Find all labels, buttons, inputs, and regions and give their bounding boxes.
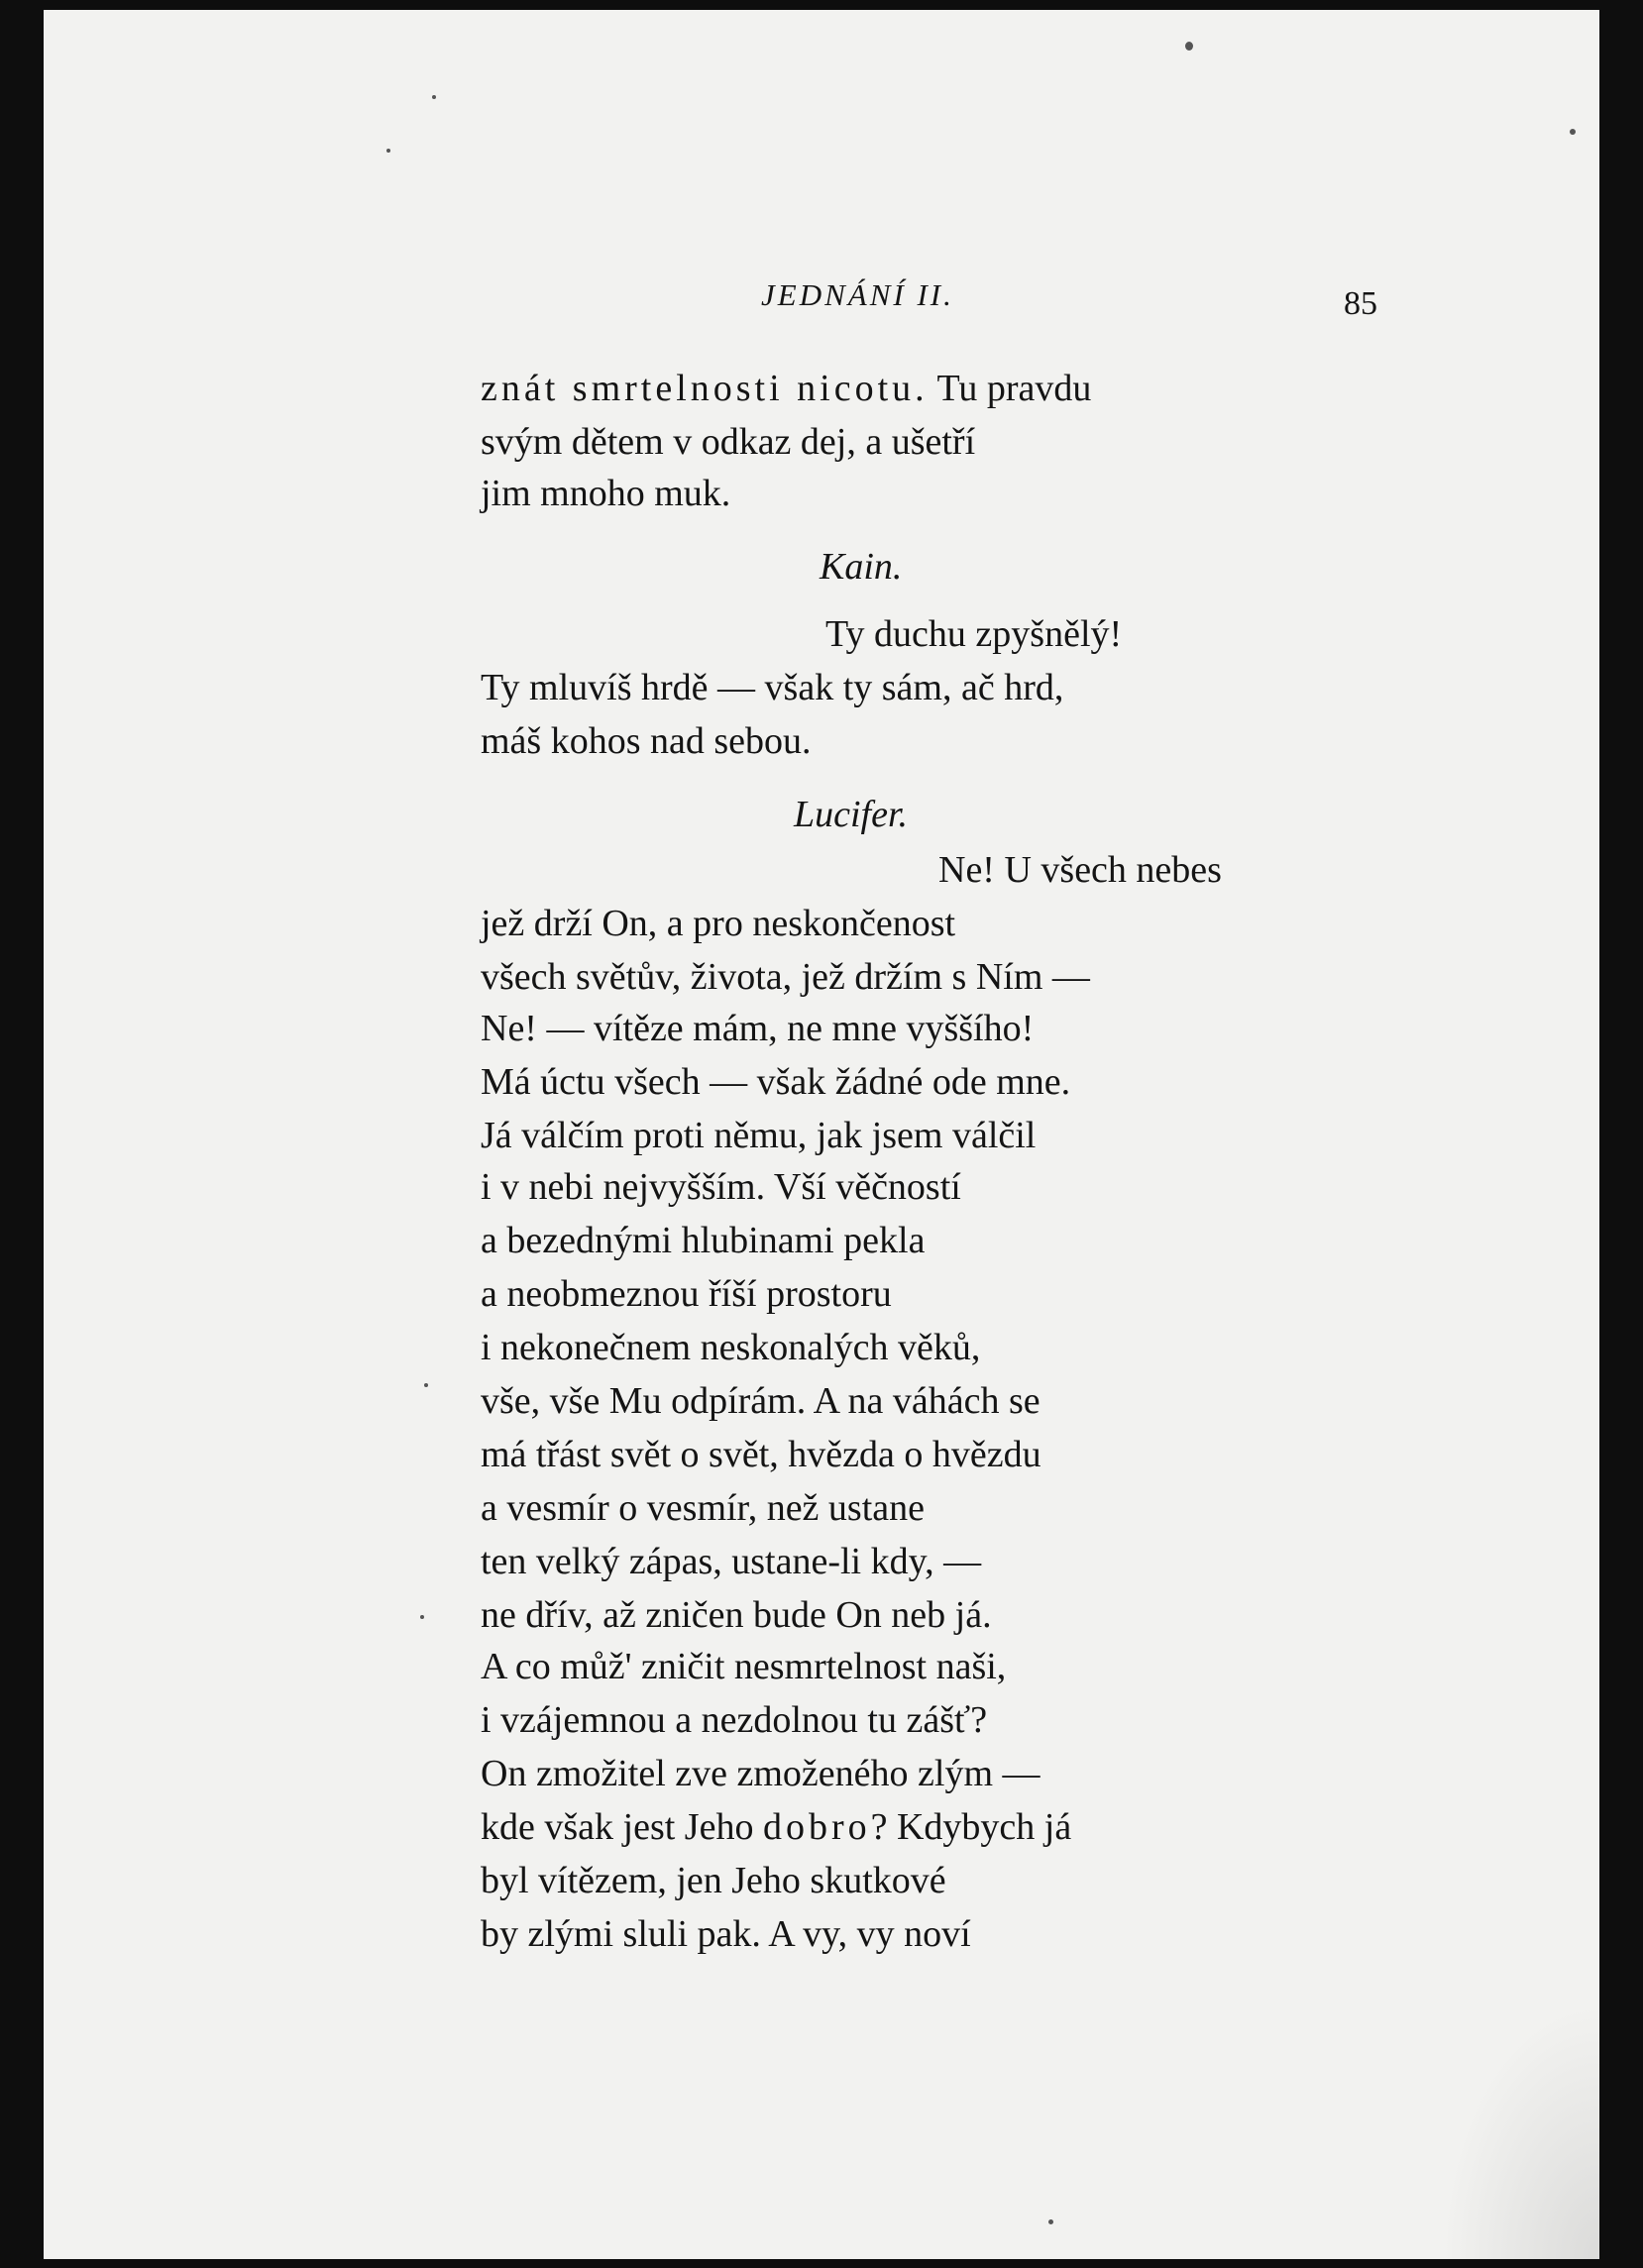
verse-line: i v nebi nejvyšším. Vší věčností (481, 1166, 961, 1208)
verse-line: i nekonečnem neskonalých věků, (481, 1327, 981, 1368)
verse-line: Já válčím proti němu, jak jsem válčil (481, 1115, 1037, 1156)
verse-line: máš kohos nad sebou. (481, 720, 812, 762)
page-number: 85 (1344, 285, 1377, 322)
book-page (44, 10, 1599, 2259)
verse-line: Má úctu všech — však žádné ode mne. (481, 1061, 1071, 1103)
verse-line (481, 367, 1091, 410)
verse-line: Ty duchu zpyšnělý! (825, 613, 1123, 655)
print-speck (420, 1615, 424, 1619)
verse-line: A co můž' zničit nesmrtelnost naši, (481, 1646, 1007, 1687)
verse-line: ten velký zápas, ustane-li kdy, — (481, 1541, 982, 1582)
spaced-emphasis: znát smrtelnosti nicotu. (481, 368, 929, 409)
spaced-emphasis: dobro (762, 1806, 871, 1848)
verse-line: i vzájemnou a nezdolnou tu zášť? (481, 1699, 988, 1741)
verse-line: Ne! — vítěze mám, ne mne vyššího! (481, 1008, 1035, 1049)
verse-line: všech světův, života, jež držím s Ním — (481, 956, 1090, 998)
verse-line: vše, vše Mu odpírám. A na váhách se (481, 1380, 1041, 1422)
print-speck (1048, 2219, 1053, 2224)
speaker-name: Lucifer. (794, 794, 909, 835)
verse-line: On zmožitel zve zmoženého zlým — (481, 1753, 1041, 1794)
verse-text: kde však jest Jeho (481, 1806, 763, 1848)
verse-text: Tu pravdu (928, 368, 1092, 409)
verse-line: Ty mluvíš hrdě — však ty sám, ač hrd, (481, 667, 1064, 708)
verse-line (481, 1805, 1071, 1849)
speaker-name: Kain. (820, 546, 903, 588)
verse-text: ? Kdybych já (870, 1806, 1072, 1848)
verse-line: a vesmír o vesmír, než ustane (481, 1487, 926, 1529)
print-speck (1570, 129, 1576, 135)
print-speck (1185, 42, 1193, 51)
verse-line: jež drží On, a pro neskončenost (481, 903, 956, 944)
verse-line: Ne! U všech nebes (938, 849, 1222, 891)
print-speck (432, 95, 436, 99)
verse-line: a neobmeznou říší prostoru (481, 1273, 892, 1315)
verse-line: a bezednými hlubinami pekla (481, 1220, 926, 1261)
print-speck (424, 1383, 428, 1387)
verse-line: jim mnoho muk. (481, 473, 731, 514)
verse-line: ne dřív, až zničen bude On neb já. (481, 1594, 992, 1636)
verse-line: svým dětem v odkaz dej, a ušetří (481, 421, 976, 463)
verse-line: byl vítězem, jen Jeho skutkové (481, 1860, 946, 1901)
verse-line: by zlými sluli pak. A vy, vy noví (481, 1913, 971, 1955)
running-head: JEDNÁNÍ II. (761, 277, 954, 312)
print-speck (386, 149, 390, 153)
verse-line: má třást svět o svět, hvězda o hvězdu (481, 1434, 1041, 1475)
